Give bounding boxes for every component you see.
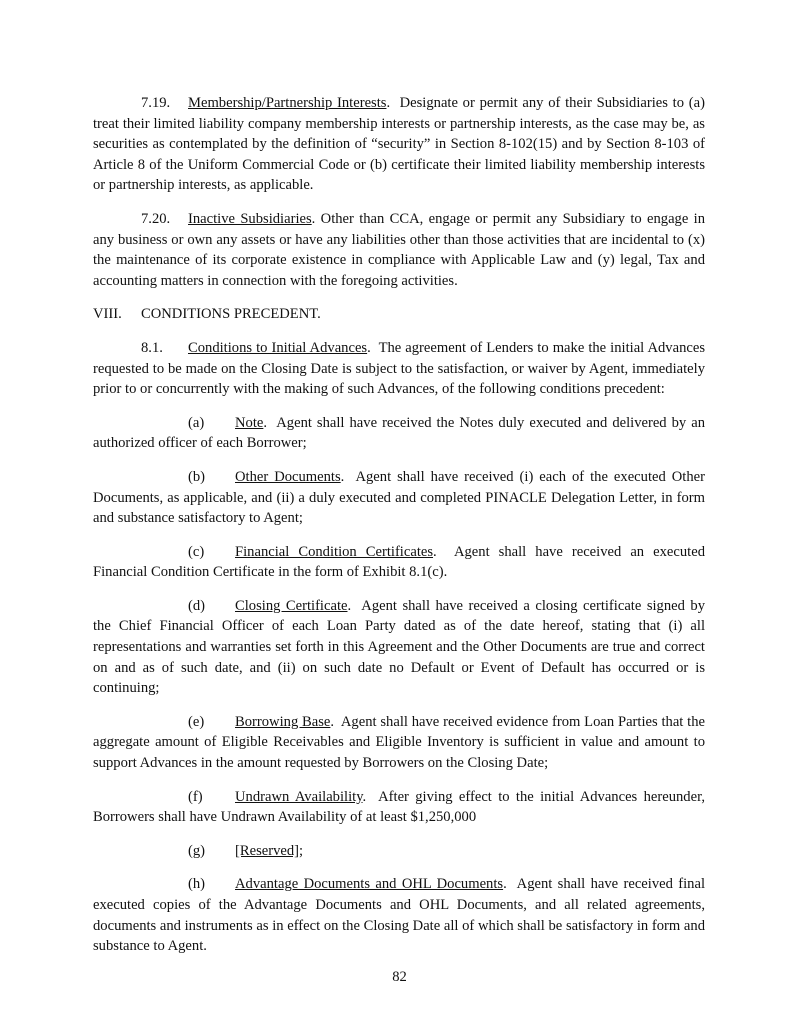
subsection-title: Undrawn Availability [235,788,363,805]
subsection-label: (b) [188,468,206,485]
subsection-label: (d) [188,597,206,614]
section-text: Other than CCA, engage or permit any Subsidiary to engage in any business or own any assets or have any liabilities other than those activities that are incidental to (x) the maintenance of its corporate existence in compliance with Applicable Law and (y) legal, Tax and accounting matters in connection with the foregoing activities. [93,210,705,289]
section-text: The agreement of Lenders to make the initial Advances requested to be made on the Closing Date is subject to the satisfaction, or waiver by Agent, immediately prior to or concurrently with the making of such Advances, of the following conditions precedent: [93,339,706,398]
section-number: 7.19. [141,95,171,111]
section-7-20: 7.20. Inactive Subsidiaries. Other than CCA, engage or permit any Subsidiary to engage in any business or own any assets or have any liabilities other than those activities that are incidental to (x) the maintenance of its corporate existence in compliance with Applicable Law and (y) legal, Tax and accounting matters in connection with the foregoing activities. [93,210,705,289]
subsection-text: Agent shall have received an executed Financial Condition Certificate in the form of Exhibit 8.1(c). [93,543,705,581]
document-page [93,93,705,970]
section-number: 7.20. [141,210,171,227]
subsection-text: Agent shall have received a closing certificate signed by the Chief Financial Officer of each Loan Party dated as of the date hereof, stating that (i) all representations and warranties set forth in this Agreement and the Other Documents are true and correct on and as of such date, and (ii) on such date no Default or Event of Default has occurred or is continuing; [93,597,705,697]
subsection-e: (e) Borrowing Base. Agent shall have received evidence from Loan Parties that the aggregate amount of Eligible Receivables and Eligible Inventory is sufficient in value and amount to support Advances in the amount requested by Borrowers on the Closing Date; [93,713,706,772]
section-title: Conditions to Initial Advances [188,339,368,356]
subsection-f: (f) Undrawn Availability. After giving effect to the initial Advances hereunder, Borrowers shall have Undrawn Availability of at least $1,250,000 [93,788,706,826]
subsection-text: After giving effect to the initial Advances hereunder, Borrowers shall have Undrawn Availability of at least $1,250,000 [93,788,706,826]
subsection-text: Agent shall have received the Notes duly executed and delivered by an authorized officer of each Borrower; [93,414,706,452]
subsection-a: (a) Note. Agent shall have received the Notes duly executed and delivered by an authorized officer of each Borrower; [93,414,706,452]
section-text: Designate or permit any of their Subsidiaries to (a) treat their limited liability company membership interests or partnership interests, as the case may be, as securities as contemplated by the definition of “security” in Section 8-102(15) and by Section 8-103 of Article 8 of the Uniform Commercial Code or (b) certificate their limited liability membership interests or partnership interests, as applicable. [93,95,705,194]
subsection-h: (h) Advantage Documents and OHL Documents. Agent shall have received final executed copies of the Advantage Documents and OHL Documents, and all related agreements, documents and instruments as in effect on the Closing Date all of which shall be satisfactory in form and substance to Agent. [93,876,706,955]
subsection-text: Agent shall have received evidence from Loan Parties that the aggregate amount of Eligible Receivables and Eligible Inventory is sufficient in value and amount to support Advances in the amount requested by Borrowers on the Closing Date; [93,713,706,772]
section-title: Membership/Partnership Interests [188,95,387,111]
subsection-title: Borrowing Base [235,713,331,730]
section-title: Inactive Subsidiaries [188,210,312,227]
subsection-label: (c) [188,543,205,560]
subsection-c: (c) Financial Condition Certificates. Agent shall have received an executed Financial Condition Certificate in the form of Exhibit 8.1(c). [93,543,705,581]
subsection-label: (a) [188,414,205,431]
subsection-label: (f) [188,788,203,805]
subsection-title: Other Documents [235,468,341,485]
page-number: 82 [392,969,407,985]
subsection-title: Financial Condition Certificates [235,543,434,560]
subsection-label: (h) [188,876,206,893]
subsection-title: Advantage Documents and OHL Documents [235,876,504,893]
section-number: 8.1. [141,339,163,356]
subsection-label: (e) [188,713,205,730]
article-heading [93,304,705,325]
section-7-19: 7.19. Membership/Partnership Interests. Designate or permit any of their Subsidiaries to (a) treat their limited liability company membership interests or partnership interests, as the case may be, as securities as contemplated by the definition of “security” in Section 8-102(15) and by Section 8-103 of Article 8 of the Uniform Commercial Code or (b) certificate their limited liability membership interests or partnership interests, as applicable. [93,95,705,194]
subsection-b: (b) Other Documents. Agent shall have received (i) each of the executed Other Documents, as applicable, and (ii) a duly executed and completed PINACLE Delegation Letter, in form and substance satisfactory to Agent; [93,468,705,527]
subsection-text: Agent shall have received final executed copies of the Advantage Documents and OHL Documents, and all related agreements, documents and instruments as in effect on the Closing Date all of which shall be satisfactory in form and substance to Agent. [93,876,706,955]
article-number: VIII. [93,306,122,323]
subsection-text: Agent shall have received (i) each of the executed Other Documents, as applicable, and (ii) a duly executed and completed PINACLE Delegation Letter, in form and substance satisfactory to Agent; [93,468,705,527]
subsection-d: (d) Closing Certificate. Agent shall have received a closing certificate signed by the Chief Financial Officer of each Loan Party dated as of the date hereof, stating that (i) all representations and warranties set forth in this Agreement and the Other Documents are true and correct on and as of such date, and (ii) on such date no Default or Event of Default has occurred or is continuing; [93,597,705,697]
subsection-title: [Reserved] [235,842,300,859]
subsection-label: (g) [188,842,206,859]
subsection-title: Closing Certificate [235,597,348,614]
subsection-g: (g) [Reserved]; [93,841,705,862]
subsection-title: Note [235,414,264,431]
article-title: CONDITIONS PRECEDENT. [141,306,321,323]
section-8-1: 8.1. Conditions to Initial Advances. The agreement of Lenders to make the initial Advances requested to be made on the Closing Date is subject to the satisfaction, or waiver by Agent, immediately prior to or concurrently with the making of such Advances, of the following conditions precedent: [93,339,706,398]
